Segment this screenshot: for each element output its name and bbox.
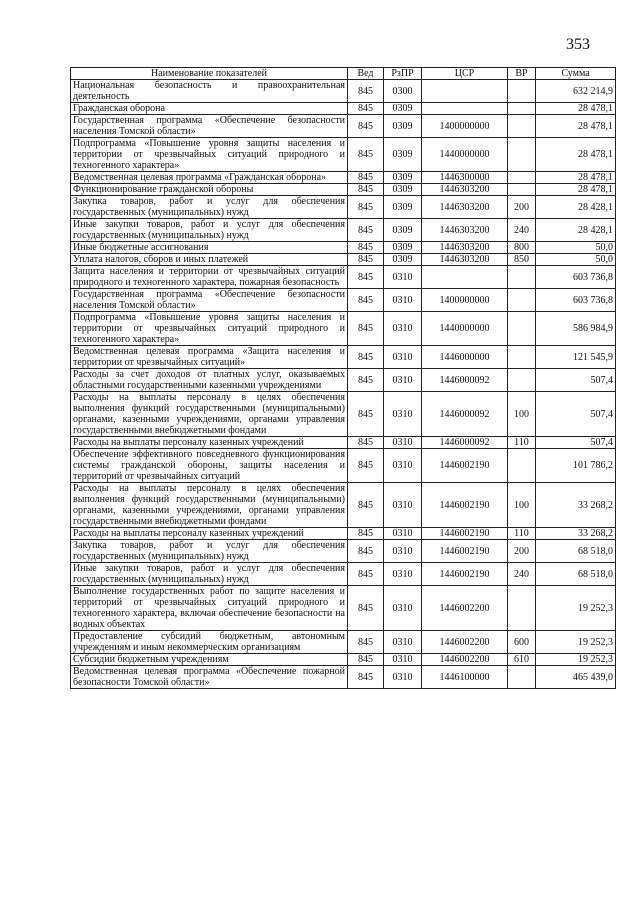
cell-sum: 68 518,0 bbox=[536, 540, 616, 563]
table-row bbox=[71, 103, 616, 115]
cell-vr bbox=[508, 184, 536, 196]
table-row bbox=[71, 172, 616, 184]
cell-csr: 1446000092 bbox=[422, 392, 508, 437]
cell-vr bbox=[508, 449, 536, 483]
cell-ved: 845 bbox=[348, 369, 384, 392]
table-row bbox=[71, 138, 616, 172]
cell-vr: 110 bbox=[508, 528, 536, 540]
cell-rzpr: 0310 bbox=[384, 666, 422, 689]
cell-sum: 33 268,2 bbox=[536, 528, 616, 540]
cell-ved: 845 bbox=[348, 437, 384, 449]
cell-ved: 845 bbox=[348, 80, 384, 103]
cell-csr: 1446002200 bbox=[422, 586, 508, 631]
cell-ved: 845 bbox=[348, 219, 384, 242]
cell-ved: 845 bbox=[348, 346, 384, 369]
cell-ved: 845 bbox=[348, 266, 384, 289]
cell-rzpr: 0310 bbox=[384, 346, 422, 369]
cell-csr: 1446303200 bbox=[422, 184, 508, 196]
cell-name: Национальная безопасность и правоохранительная деятельность bbox=[71, 80, 348, 103]
cell-name: Ведомственная целевая программа «Обеспечение пожарной безопасности Томской области» bbox=[71, 666, 348, 689]
cell-sum: 101 786,2 bbox=[536, 449, 616, 483]
cell-rzpr: 0309 bbox=[384, 103, 422, 115]
cell-ved: 845 bbox=[348, 449, 384, 483]
cell-vr bbox=[508, 289, 536, 312]
cell-rzpr: 0310 bbox=[384, 289, 422, 312]
cell-ved: 845 bbox=[348, 103, 384, 115]
cell-name: Выполнение государственных работ по защите населения и территорий от чрезвычайных ситуаций природного и техногенного характера, включая обеспечение безопасности на водных объектах bbox=[71, 586, 348, 631]
cell-rzpr: 0309 bbox=[384, 219, 422, 242]
header-csr: ЦСР bbox=[422, 68, 508, 80]
cell-rzpr: 0310 bbox=[384, 586, 422, 631]
cell-csr: 1446002190 bbox=[422, 449, 508, 483]
cell-rzpr: 0310 bbox=[384, 540, 422, 563]
cell-ved: 845 bbox=[348, 184, 384, 196]
cell-name: Закупка товаров, работ и услуг для обеспечения государственных (муниципальных) нужд bbox=[71, 196, 348, 219]
cell-vr bbox=[508, 666, 536, 689]
cell-vr: 800 bbox=[508, 242, 536, 254]
table-row bbox=[71, 631, 616, 654]
cell-sum: 19 252,3 bbox=[536, 586, 616, 631]
cell-vr: 200 bbox=[508, 540, 536, 563]
table-row bbox=[71, 528, 616, 540]
cell-csr: 1440000000 bbox=[422, 312, 508, 346]
cell-vr bbox=[508, 138, 536, 172]
cell-csr: 1400000000 bbox=[422, 289, 508, 312]
cell-vr bbox=[508, 586, 536, 631]
table-row bbox=[71, 312, 616, 346]
cell-rzpr: 0310 bbox=[384, 266, 422, 289]
cell-vr bbox=[508, 80, 536, 103]
cell-name: Расходы на выплаты персоналу казенных учреждений bbox=[71, 437, 348, 449]
cell-csr bbox=[422, 103, 508, 115]
cell-csr: 1446300000 bbox=[422, 172, 508, 184]
cell-csr: 1440000000 bbox=[422, 138, 508, 172]
cell-csr: 1446303200 bbox=[422, 242, 508, 254]
cell-csr: 1446002190 bbox=[422, 483, 508, 528]
table-row bbox=[71, 254, 616, 266]
cell-rzpr: 0309 bbox=[384, 138, 422, 172]
table-row bbox=[71, 563, 616, 586]
cell-rzpr: 0310 bbox=[384, 312, 422, 346]
cell-vr: 100 bbox=[508, 483, 536, 528]
cell-rzpr: 0310 bbox=[384, 449, 422, 483]
cell-rzpr: 0300 bbox=[384, 80, 422, 103]
cell-name: Подпрограмма «Повышение уровня защиты населения и территории от чрезвычайных ситуаций природного и техногенного характера» bbox=[71, 312, 348, 346]
cell-vr bbox=[508, 172, 536, 184]
cell-csr bbox=[422, 266, 508, 289]
cell-vr bbox=[508, 103, 536, 115]
cell-rzpr: 0309 bbox=[384, 196, 422, 219]
cell-sum: 28 478,1 bbox=[536, 184, 616, 196]
cell-ved: 845 bbox=[348, 528, 384, 540]
table-row bbox=[71, 219, 616, 242]
table-row bbox=[71, 392, 616, 437]
cell-name: Иные закупки товаров, работ и услуг для обеспечения государственных (муниципальных) нужд bbox=[71, 219, 348, 242]
cell-name: Обеспечение эффективного повседневного функционирования системы гражданской обороны, защиты населения и территорий от чрезвычайных ситуаций bbox=[71, 449, 348, 483]
header-ved: Вед bbox=[348, 68, 384, 80]
cell-csr: 1446002200 bbox=[422, 654, 508, 666]
cell-sum: 19 252,3 bbox=[536, 631, 616, 654]
cell-sum: 121 545,9 bbox=[536, 346, 616, 369]
budget-table bbox=[70, 67, 616, 689]
cell-sum: 28 428,1 bbox=[536, 219, 616, 242]
cell-csr: 1446000092 bbox=[422, 369, 508, 392]
cell-vr bbox=[508, 312, 536, 346]
cell-ved: 845 bbox=[348, 540, 384, 563]
cell-rzpr: 0309 bbox=[384, 172, 422, 184]
cell-vr: 850 bbox=[508, 254, 536, 266]
cell-vr: 200 bbox=[508, 196, 536, 219]
cell-name: Уплата налогов, сборов и иных платежей bbox=[71, 254, 348, 266]
cell-sum: 68 518,0 bbox=[536, 563, 616, 586]
cell-sum: 507,4 bbox=[536, 369, 616, 392]
table-row bbox=[71, 483, 616, 528]
cell-csr: 1446000092 bbox=[422, 437, 508, 449]
cell-name: Расходы на выплаты персоналу в целях обеспечения выполнения функций государственными (муниципальными) органами, казенными учреждениями, органами управления государственными внебюджетными фондами bbox=[71, 483, 348, 528]
cell-name: Расходы на выплаты персоналу казенных учреждений bbox=[71, 528, 348, 540]
page-number: 353 bbox=[566, 36, 590, 53]
table-row bbox=[71, 540, 616, 563]
table-row bbox=[71, 242, 616, 254]
cell-vr bbox=[508, 346, 536, 369]
cell-csr: 1446002190 bbox=[422, 528, 508, 540]
cell-rzpr: 0310 bbox=[384, 563, 422, 586]
cell-rzpr: 0309 bbox=[384, 184, 422, 196]
cell-sum: 465 439,0 bbox=[536, 666, 616, 689]
cell-ved: 845 bbox=[348, 138, 384, 172]
cell-name: Расходы за счет доходов от платных услуг, оказываемых областными государственными казенными учреждениями bbox=[71, 369, 348, 392]
cell-csr: 1446100000 bbox=[422, 666, 508, 689]
cell-name: Защита населения и территории от чрезвычайных ситуаций природного и техногенного характера, пожарная безопасность bbox=[71, 266, 348, 289]
cell-ved: 845 bbox=[348, 289, 384, 312]
table-row bbox=[71, 289, 616, 312]
cell-name: Предоставление субсидий бюджетным, автономным учреждениям и иным некоммерческим организациям bbox=[71, 631, 348, 654]
cell-vr: 610 bbox=[508, 654, 536, 666]
cell-vr bbox=[508, 266, 536, 289]
cell-sum: 586 984,9 bbox=[536, 312, 616, 346]
cell-csr: 1446303200 bbox=[422, 196, 508, 219]
cell-name: Расходы на выплаты персоналу в целях обеспечения выполнения функций государственными (муниципальными) органами, казенными учреждениями, органами управления государственными внебюджетными фондами bbox=[71, 392, 348, 437]
cell-sum: 28 478,1 bbox=[536, 103, 616, 115]
cell-ved: 845 bbox=[348, 392, 384, 437]
table-body bbox=[71, 80, 616, 689]
cell-csr: 1446303200 bbox=[422, 254, 508, 266]
cell-sum: 632 214,9 bbox=[536, 80, 616, 103]
table-row bbox=[71, 437, 616, 449]
cell-rzpr: 0309 bbox=[384, 115, 422, 138]
cell-csr: 1446000000 bbox=[422, 346, 508, 369]
cell-vr: 100 bbox=[508, 392, 536, 437]
cell-name: Подпрограмма «Повышение уровня защиты населения и территории от чрезвычайных ситуаций природного и техногенного характера» bbox=[71, 138, 348, 172]
cell-sum: 33 268,2 bbox=[536, 483, 616, 528]
cell-rzpr: 0310 bbox=[384, 437, 422, 449]
cell-ved: 845 bbox=[348, 666, 384, 689]
header-name: Наименование показателей bbox=[71, 68, 348, 80]
cell-ved: 845 bbox=[348, 242, 384, 254]
cell-sum: 28 478,1 bbox=[536, 138, 616, 172]
cell-vr bbox=[508, 115, 536, 138]
cell-csr: 1400000000 bbox=[422, 115, 508, 138]
cell-vr: 240 bbox=[508, 563, 536, 586]
table-row bbox=[71, 115, 616, 138]
cell-ved: 845 bbox=[348, 631, 384, 654]
cell-name: Иные закупки товаров, работ и услуг для обеспечения государственных (муниципальных) нужд bbox=[71, 563, 348, 586]
cell-name: Субсидии бюджетным учреждениям bbox=[71, 654, 348, 666]
cell-rzpr: 0309 bbox=[384, 242, 422, 254]
cell-rzpr: 0310 bbox=[384, 631, 422, 654]
cell-ved: 845 bbox=[348, 586, 384, 631]
cell-ved: 845 bbox=[348, 654, 384, 666]
cell-sum: 28 478,1 bbox=[536, 115, 616, 138]
cell-sum: 50,0 bbox=[536, 254, 616, 266]
cell-sum: 603 736,8 bbox=[536, 266, 616, 289]
table-row bbox=[71, 586, 616, 631]
table-row bbox=[71, 449, 616, 483]
header-sum: Сумма bbox=[536, 68, 616, 80]
cell-ved: 845 bbox=[348, 172, 384, 184]
table-row bbox=[71, 654, 616, 666]
cell-sum: 28 478,1 bbox=[536, 172, 616, 184]
cell-csr: 1446303200 bbox=[422, 219, 508, 242]
cell-rzpr: 0310 bbox=[384, 654, 422, 666]
cell-vr: 600 bbox=[508, 631, 536, 654]
cell-name: Государственная программа «Обеспечение безопасности населения Томской области» bbox=[71, 115, 348, 138]
cell-sum: 19 252,3 bbox=[536, 654, 616, 666]
cell-vr: 110 bbox=[508, 437, 536, 449]
cell-sum: 507,4 bbox=[536, 392, 616, 437]
table-row bbox=[71, 369, 616, 392]
cell-ved: 845 bbox=[348, 196, 384, 219]
cell-sum: 50,0 bbox=[536, 242, 616, 254]
cell-rzpr: 0310 bbox=[384, 528, 422, 540]
table-row bbox=[71, 196, 616, 219]
cell-rzpr: 0310 bbox=[384, 392, 422, 437]
table-row bbox=[71, 346, 616, 369]
cell-name: Иные бюджетные ассигнования bbox=[71, 242, 348, 254]
cell-ved: 845 bbox=[348, 483, 384, 528]
cell-rzpr: 0310 bbox=[384, 483, 422, 528]
cell-rzpr: 0309 bbox=[384, 254, 422, 266]
cell-sum: 28 428,1 bbox=[536, 196, 616, 219]
cell-ved: 845 bbox=[348, 312, 384, 346]
header-vr: ВР bbox=[508, 68, 536, 80]
cell-sum: 507,4 bbox=[536, 437, 616, 449]
cell-name: Функционирование гражданской обороны bbox=[71, 184, 348, 196]
table-row bbox=[71, 184, 616, 196]
header-rzpr: РзПР bbox=[384, 68, 422, 80]
table-row bbox=[71, 666, 616, 689]
cell-name: Государственная программа «Обеспечение безопасности населения Томской области» bbox=[71, 289, 348, 312]
cell-name: Закупка товаров, работ и услуг для обеспечения государственных (муниципальных) нужд bbox=[71, 540, 348, 563]
cell-csr bbox=[422, 80, 508, 103]
cell-name: Ведомственная целевая программа «Гражданская оборона» bbox=[71, 172, 348, 184]
cell-name: Гражданская оборона bbox=[71, 103, 348, 115]
cell-csr: 1446002200 bbox=[422, 631, 508, 654]
cell-sum: 603 736,8 bbox=[536, 289, 616, 312]
cell-name: Ведомственная целевая программа «Защита населения и территории от чрезвычайных ситуаций» bbox=[71, 346, 348, 369]
cell-rzpr: 0310 bbox=[384, 369, 422, 392]
cell-ved: 845 bbox=[348, 563, 384, 586]
cell-csr: 1446002190 bbox=[422, 540, 508, 563]
table-row bbox=[71, 80, 616, 103]
cell-ved: 845 bbox=[348, 115, 384, 138]
table-row bbox=[71, 266, 616, 289]
cell-csr: 1446002190 bbox=[422, 563, 508, 586]
cell-vr: 240 bbox=[508, 219, 536, 242]
cell-vr bbox=[508, 369, 536, 392]
cell-ved: 845 bbox=[348, 254, 384, 266]
table-header-row bbox=[71, 68, 616, 80]
